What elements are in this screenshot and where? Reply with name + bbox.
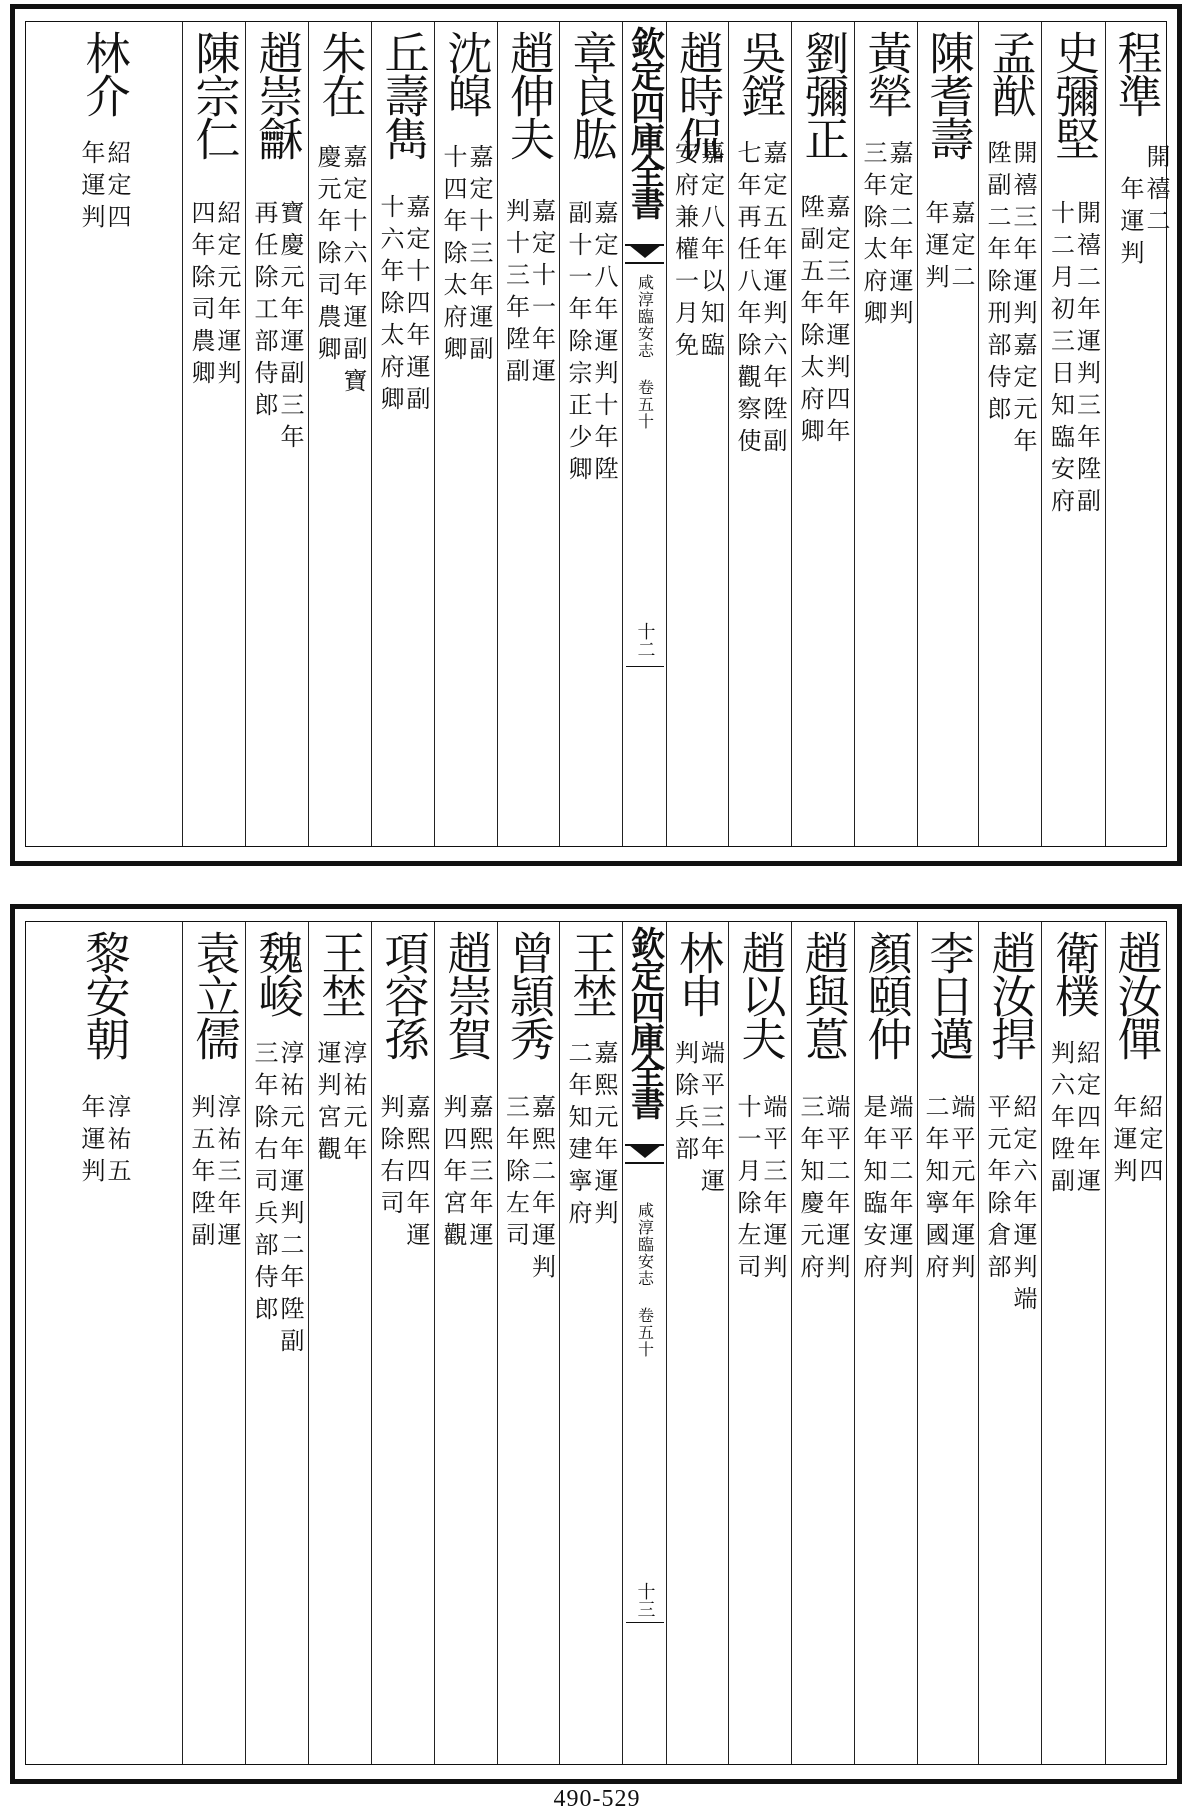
entry-column (1041, 22, 1105, 846)
entry-note: 四年除司農卿 (187, 200, 215, 392)
entry-note: 三年除左司 (501, 1094, 530, 1254)
official-name: 丘壽雋 (376, 30, 430, 159)
entry-note: 淳祐元年 (339, 1040, 367, 1168)
entry-column (854, 22, 917, 846)
source-line: 卷五十 (635, 379, 655, 430)
official-name: 沈皡 (439, 30, 493, 116)
entry-column (1105, 922, 1166, 1764)
entry-note: 判十三年陞副 (501, 198, 530, 390)
center-fold-column (622, 922, 666, 1764)
official-name: 劉彌正 (796, 30, 850, 159)
entry-note: 十一月除左司 (733, 1094, 761, 1286)
entry-column (666, 922, 728, 1764)
entry-note: 十二月初三日知臨安府 (1046, 200, 1075, 520)
entry-column (1041, 922, 1105, 1764)
page-number: 十二 (634, 622, 656, 658)
official-name: 林介 (77, 30, 131, 116)
entry-note: 再任除工部侍郎 (250, 200, 278, 424)
official-name: 程準 (1109, 30, 1163, 116)
entry-note: 年運判 (77, 140, 105, 236)
entry-column (728, 922, 791, 1764)
entry-column (978, 922, 1041, 1764)
entry-column (26, 922, 182, 1764)
entry-note: 嘉定八年運判十年陞 (590, 200, 618, 488)
book-title: 欽定四庫全書 (624, 926, 665, 1118)
entry-note: 嘉定十六年運副寶 (339, 144, 367, 400)
entry-column (245, 922, 308, 1764)
official-name: 黃犖 (859, 30, 913, 116)
official-name: 陳耆壽 (921, 30, 975, 159)
entry-note: 嘉定十一年運 (527, 198, 556, 390)
entry-note: 陞副五年除太府卿 (796, 194, 824, 450)
entry-column (182, 22, 245, 846)
source-label (637, 1202, 653, 1358)
entry-note: 七年再任八年除觀察使 (733, 140, 761, 460)
official-name: 史彌堅 (1047, 30, 1100, 159)
official-name: 趙伸夫 (502, 30, 555, 159)
entry-note: 紹定四年運 (1072, 1040, 1101, 1200)
entry-column (308, 22, 371, 846)
entry-column (497, 922, 559, 1764)
bottom-page-frame (25, 921, 1167, 1765)
official-name: 趙與蒠 (796, 930, 850, 1059)
entry-note: 慶元年除司農卿 (313, 144, 341, 368)
source-label (637, 274, 653, 430)
entry-column (791, 922, 854, 1764)
entry-note: 年運判 (77, 1094, 105, 1190)
entry-note: 端平三年運 (696, 1040, 725, 1200)
official-name: 趙以夫 (733, 930, 787, 1059)
entry-note: 嘉定十四年運副 (402, 194, 430, 418)
entry-column (559, 922, 622, 1764)
entry-note: 嘉熙三年運 (465, 1094, 493, 1254)
entry-note: 寶慶元年運副三年 (276, 200, 304, 456)
entry-note: 判除兵部 (670, 1040, 699, 1168)
entry-note: 三年除太府卿 (859, 140, 887, 332)
entry-note: 淳祐元年運判二年陞副 (276, 1040, 304, 1360)
entry-note: 開禧二年運判三年陞副 (1072, 200, 1101, 520)
entry-note: 十四年除太府卿 (439, 144, 467, 368)
entry-note: 運判宮觀 (313, 1040, 341, 1168)
official-name: 趙汝僤 (1109, 930, 1163, 1059)
official-name: 朱在 (313, 30, 367, 116)
entry-column (978, 22, 1041, 846)
official-name: 衛樸 (1047, 930, 1100, 1016)
entry-note: 嘉定三年運判四年 (822, 194, 850, 450)
official-name: 趙時侃 (671, 30, 724, 159)
entry-note: 開禧二 (1142, 144, 1170, 240)
entry-note: 端平元年運判 (947, 1094, 975, 1286)
entry-column (917, 22, 978, 846)
scan-page-footer: 490-529 (553, 1786, 641, 1812)
fishtail-mark (625, 244, 664, 264)
entry-column (497, 22, 559, 846)
entry-note: 端平二年運判 (822, 1094, 850, 1286)
source-line: 咸淳臨安志 (635, 1202, 655, 1287)
entry-note: 平元年除倉部 (983, 1094, 1011, 1286)
entry-column (371, 922, 434, 1764)
entry-note: 紹定元年運判 (213, 200, 241, 392)
entry-column (26, 22, 182, 846)
official-name: 魏峻 (250, 930, 304, 1016)
entry-note: 淳祐三年運 (213, 1094, 241, 1254)
official-name: 林申 (671, 930, 724, 1016)
official-name: 黎安朝 (77, 930, 131, 1059)
entry-note: 二年知建寧府 (564, 1040, 592, 1232)
entry-note: 判六年陞副 (1046, 1040, 1075, 1200)
top-page-frame (25, 21, 1170, 847)
entry-note: 開禧三年運判嘉定元年 (1009, 140, 1037, 460)
official-name: 章良肱 (564, 30, 618, 159)
entry-column (559, 22, 622, 846)
official-name: 吳鏜 (733, 30, 787, 116)
entry-note: 嘉定二年運判 (885, 140, 913, 332)
entry-note: 嘉熙二年運判 (527, 1094, 556, 1286)
entry-column (308, 922, 371, 1764)
entry-note: 端平三年運判 (759, 1094, 787, 1286)
official-name: 李日邁 (921, 930, 975, 1059)
entry-note: 判四年宮觀 (439, 1094, 467, 1254)
source-line: 卷五十 (635, 1307, 655, 1358)
official-name: 趙汝捍 (983, 930, 1037, 1059)
entry-note: 紹定四 (103, 140, 131, 236)
page-number: 十三 (634, 1582, 656, 1618)
entry-note: 嘉定十三年運副 (465, 144, 493, 368)
official-name: 王埜 (313, 930, 367, 1016)
page-number-rule (626, 666, 664, 667)
entry-note: 是年知臨安府 (859, 1094, 887, 1286)
entry-note: 嘉熙四年運 (402, 1094, 430, 1254)
entry-note: 副十一年除宗正少卿 (564, 200, 592, 488)
entry-column (245, 22, 308, 846)
entry-note: 判五年陞副 (187, 1094, 215, 1254)
entry-column (791, 22, 854, 846)
center-fold-column (622, 22, 666, 846)
entry-note: 嘉定二 (947, 200, 975, 296)
entry-column (728, 22, 791, 846)
entry-note: 年運判 (921, 200, 949, 296)
entry-column (854, 922, 917, 1764)
entry-note: 紹定六年運判端 (1009, 1094, 1037, 1318)
official-name: 孟猷 (983, 30, 1037, 116)
official-name: 項容孫 (376, 930, 430, 1059)
entry-column (434, 922, 497, 1764)
entry-column (917, 922, 978, 1764)
entry-note: 安府兼權一月免 (670, 140, 699, 364)
entry-note: 嘉定八年以知臨 (696, 140, 725, 364)
entry-note: 判除右司 (376, 1094, 404, 1222)
entry-column (371, 22, 434, 846)
entry-note: 二年知寧國府 (921, 1094, 949, 1286)
official-name: 顏頤仲 (859, 930, 913, 1059)
entry-column (434, 22, 497, 846)
entry-note: 三年除右司兵部侍郎 (250, 1040, 278, 1328)
entry-column (1105, 22, 1170, 846)
bottom-page (10, 904, 1182, 1784)
entry-note: 嘉熙元年運判 (590, 1040, 618, 1232)
source-line: 咸淳臨安志 (635, 274, 655, 359)
entry-note: 十六年除太府卿 (376, 194, 404, 418)
entry-note: 年運判 (1116, 176, 1144, 272)
page-number-rule (626, 1622, 664, 1623)
top-page (10, 4, 1182, 866)
official-name: 王埜 (564, 930, 618, 1016)
official-name: 趙崇賀 (439, 930, 493, 1059)
official-name: 袁立儒 (187, 930, 241, 1059)
entry-note: 陞副二年除刑部侍郎 (983, 140, 1011, 428)
official-name: 趙崇龢 (250, 30, 304, 159)
entry-column (666, 22, 728, 846)
entry-column (182, 922, 245, 1764)
fishtail-mark (625, 1144, 664, 1164)
entry-note: 嘉定五年運判六年陞副 (759, 140, 787, 460)
entry-note: 端平二年運判 (885, 1094, 913, 1286)
book-title: 欽定四庫全書 (624, 26, 665, 218)
official-name: 曾頴秀 (502, 930, 555, 1059)
entry-note: 三年知慶元府 (796, 1094, 824, 1286)
entry-note: 紹定四 (1135, 1094, 1163, 1190)
entry-note: 淳祐五 (103, 1094, 131, 1190)
official-name: 陳宗仁 (187, 30, 241, 159)
entry-note: 年運判 (1109, 1094, 1137, 1190)
